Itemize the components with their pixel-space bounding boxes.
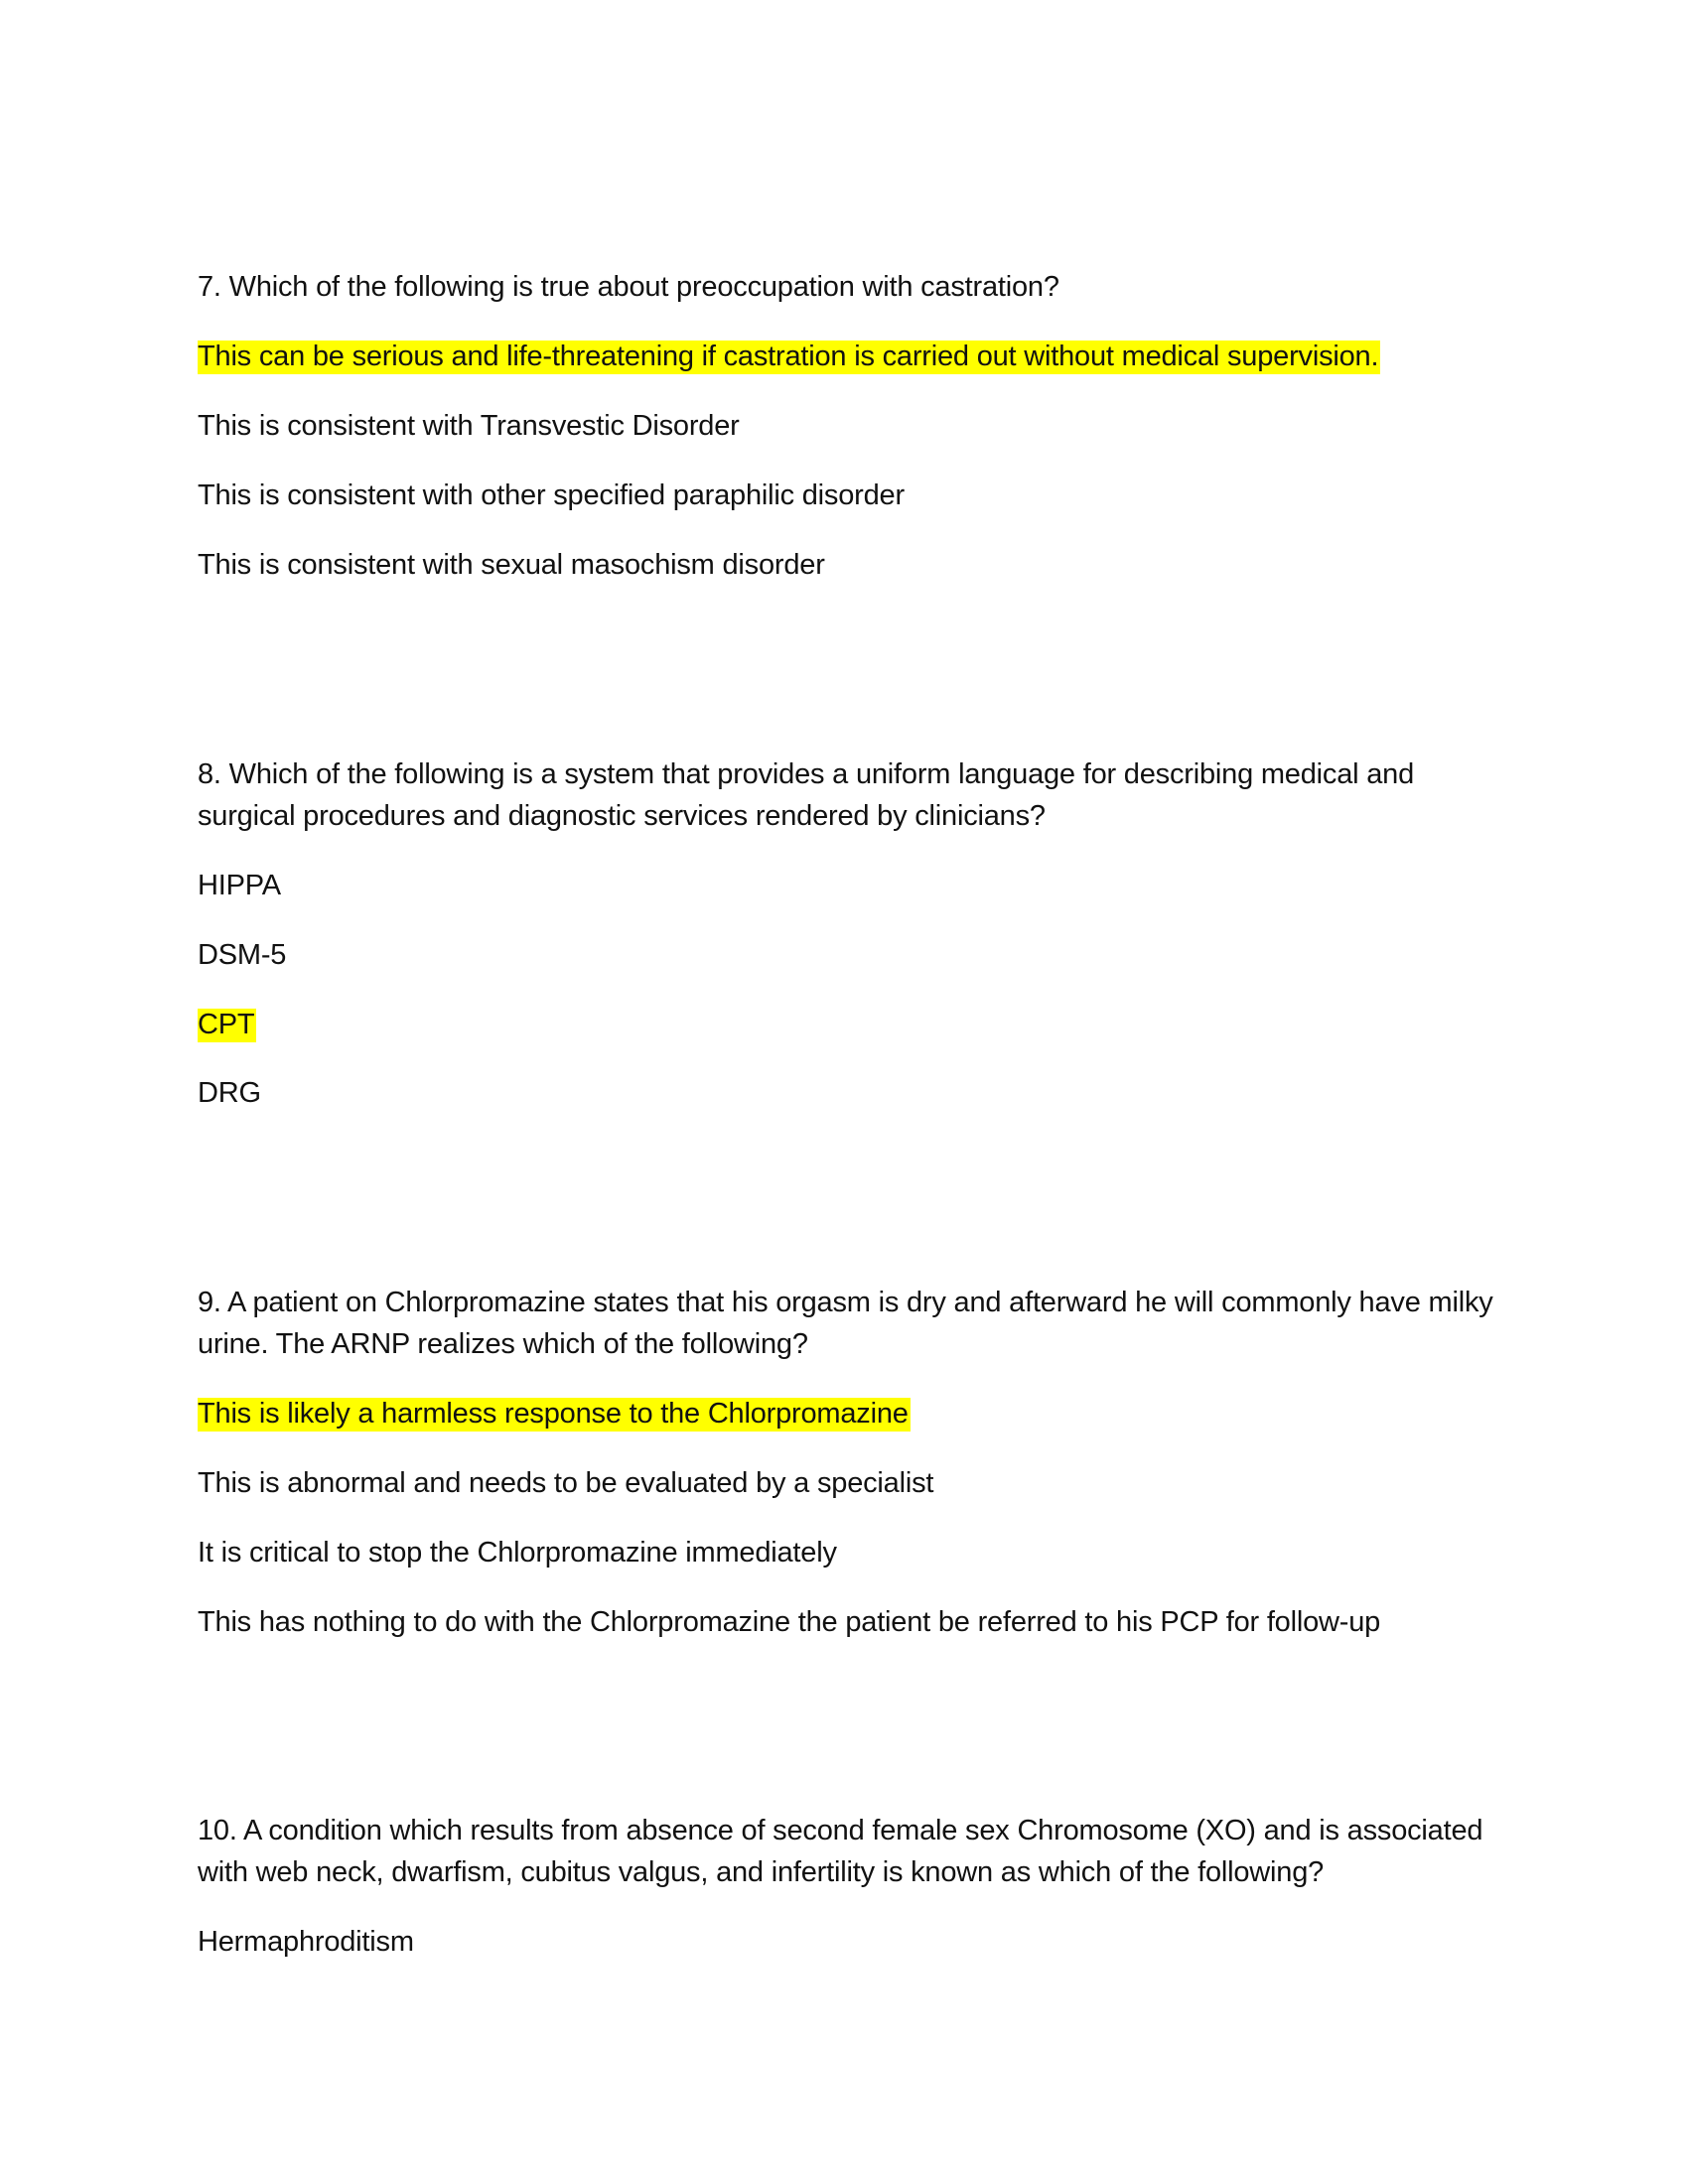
question-7-option-2: This is consistent with Transvestic Disorder: [198, 410, 740, 442]
question-9-option-2: This is abnormal and needs to be evaluated by a specialist: [198, 1467, 934, 1499]
question-10-prompt-line-2: with web neck, dwarfism, cubitus valgus, and infertility is known as which of the following?: [198, 1856, 1325, 1888]
question-8-option-2: DSM-5: [198, 939, 287, 971]
question-10-option-1: Hermaphroditism: [198, 1926, 414, 1958]
question-9-prompt-line-1: 9. A patient on Chlorpromazine states that his orgasm is dry and afterward he will commonly have milky: [198, 1287, 1493, 1318]
question-7-prompt: 7. Which of the following is true about preoccupation with castration?: [198, 271, 1059, 303]
question-7-option-1-answer: This can be serious and life-threatening if castration is carried out without medical supervision.: [198, 341, 1379, 372]
question-8-option-4: DRG: [198, 1077, 261, 1109]
question-9-prompt-line-2: urine. The ARNP realizes which of the following?: [198, 1328, 808, 1360]
question-8-option-1: HIPPA: [198, 870, 281, 901]
question-7-option-3: This is consistent with other specified paraphilic disorder: [198, 479, 905, 511]
question-8-option-3-answer: CPT: [198, 1009, 255, 1040]
question-10-prompt-line-1: 10. A condition which results from absence of second female sex Chromosome (XO) and is associated: [198, 1815, 1483, 1846]
question-9-option-4: This has nothing to do with the Chlorpromazine the patient be referred to his PCP for follow-up: [198, 1606, 1381, 1638]
question-7-option-4: This is consistent with sexual masochism disorder: [198, 549, 825, 581]
question-8-prompt-line-2: surgical procedures and diagnostic services rendered by clinicians?: [198, 800, 1046, 832]
question-9-option-3: It is critical to stop the Chlorpromazine immediately: [198, 1537, 837, 1569]
question-8-prompt-line-1: 8. Which of the following is a system that provides a uniform language for describing medical and: [198, 758, 1415, 790]
question-9-option-1-answer: This is likely a harmless response to the Chlorpromazine: [198, 1398, 909, 1430]
